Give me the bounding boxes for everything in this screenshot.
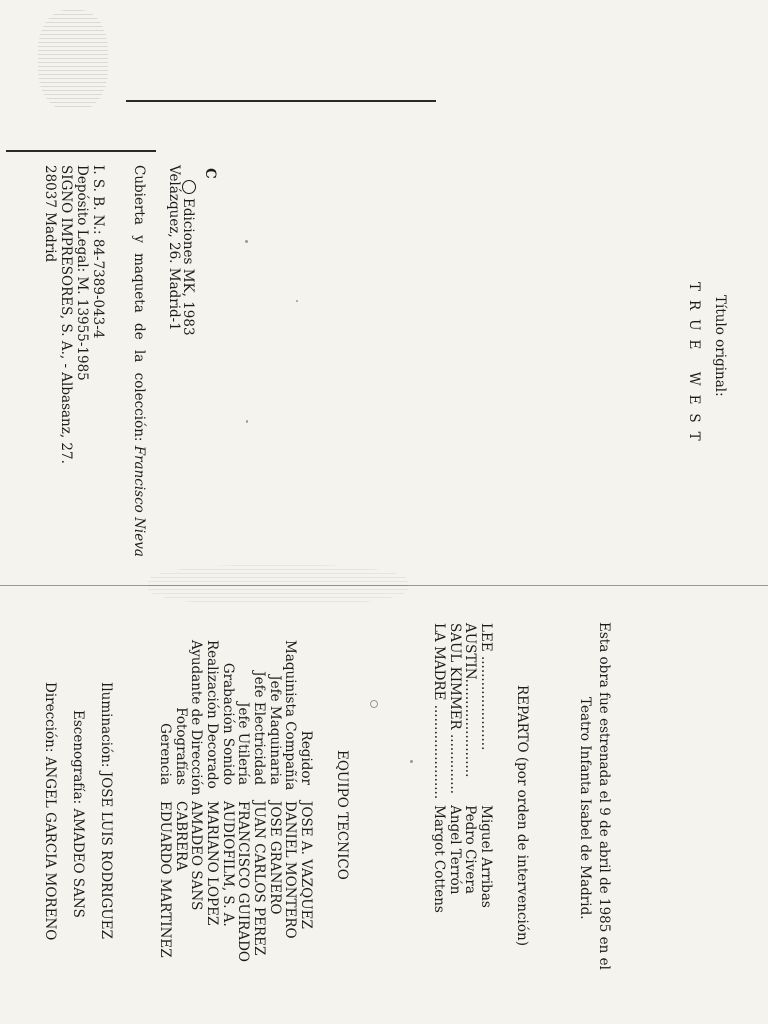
cast-role: LA MADRE ...................... xyxy=(431,623,448,800)
cover-credit-author: Francisco Nieva xyxy=(131,445,147,557)
scan-speck xyxy=(370,700,378,708)
cover-credit-prefix: Cubierta y maqueta de la colección: xyxy=(131,165,147,442)
cast-actor: Margot Cottens xyxy=(431,805,448,913)
scan-speck xyxy=(296,300,298,302)
publisher-address: Velázquez, 26. Madrid-1 xyxy=(166,165,182,331)
cast-heading: REPARTO (por orden de intervención) xyxy=(514,685,530,946)
lighting-credit: Iluminación: JOSE LUIS RODRIGUEZ xyxy=(98,682,114,940)
crew-role: Grabación Sonido xyxy=(219,662,236,785)
crew-name: DANIEL MONTERO xyxy=(282,801,299,939)
page-edge-line xyxy=(6,150,156,152)
postal-line: 28037 Madrid xyxy=(42,165,58,263)
cast-list xyxy=(430,623,493,913)
premiere-line-1: Esta obra fue estrenada el 9 de abril de 1985 en el xyxy=(596,622,612,970)
crew-heading: EQUIPO TECNICO xyxy=(334,750,350,880)
legal-deposit-line: Depósito Legal: M. 13955-1985 xyxy=(74,165,90,381)
crew-roles xyxy=(156,640,314,796)
cover-credit xyxy=(132,165,146,557)
crew-name: JOSE A. VAZQUEZ xyxy=(298,801,314,929)
crew-role: Jefe Electricidad xyxy=(251,671,268,785)
crew-names xyxy=(156,801,313,962)
direction-credit: Dirección: ANGEL GARCIA MORENO xyxy=(42,682,58,941)
scan-speck xyxy=(410,760,413,763)
cast-actor: Pedro Civera xyxy=(462,805,479,894)
cast-roles xyxy=(430,623,493,799)
crew-name: FRANCISCO GUIRADO xyxy=(235,801,252,962)
cast-role: LEE ...................... xyxy=(478,623,494,751)
crew-role: Ayudante de Dirección xyxy=(188,640,205,796)
crew-role: Jefe Maquinaria xyxy=(266,675,283,785)
printer-line: SIGNO IMPRESORES, S. A., - Albasanz, 27. xyxy=(58,165,74,464)
scan-noise xyxy=(38,10,108,110)
crew-role: Jefe Utilería xyxy=(235,702,252,785)
cast-actors xyxy=(430,805,493,913)
premiere-line-2: Teatro Infanta Isabel de Madrid. xyxy=(577,697,593,920)
original-title: TRUE WEST xyxy=(686,282,702,450)
isbn-line: I. S. B. N.: 84-7389-043-4 xyxy=(90,165,106,339)
crew-role: Gerencia xyxy=(157,723,174,785)
crew-name: AMADEO SANS xyxy=(188,801,205,911)
copyright-line xyxy=(181,180,197,336)
crew-name: MARIANO LOPEZ xyxy=(204,801,221,926)
page-fold-line xyxy=(0,585,768,586)
crew-name: JOSE GRANERO xyxy=(266,801,283,915)
crew-role: Fotografías xyxy=(172,707,189,785)
crew-list xyxy=(156,640,313,962)
crew-role: Realización Decorado xyxy=(204,640,221,789)
crew-name: AUDIOFILM, S. A. xyxy=(219,801,236,927)
scan-speck xyxy=(246,420,248,423)
cast-actor: Angel Terrón xyxy=(446,805,463,895)
cast-actor: Miguel Arribas xyxy=(478,805,494,908)
cast-role: SAUL KIMMER .............. xyxy=(446,623,463,795)
crew-name: JUAN CARLOS PEREZ xyxy=(251,801,268,956)
scan-speck xyxy=(245,240,248,243)
cast-role: AUSTIN....................... xyxy=(462,623,479,778)
copyright-text: Ediciones MK, 1983 xyxy=(180,198,196,336)
scenography-credit: Escenografía: AMADEO SANS xyxy=(70,710,86,918)
crew-role: Maquinista Compañía xyxy=(282,640,299,791)
copyright-circle-icon xyxy=(182,180,196,194)
page-edge-line xyxy=(126,100,436,102)
crew-name: CABRERA xyxy=(172,801,189,871)
copyright-symbol: C xyxy=(202,168,218,179)
crew-name: EDUARDO MARTINEZ xyxy=(157,801,174,958)
crew-role: Regidor xyxy=(298,730,314,785)
original-title-label: Título original: xyxy=(712,295,728,397)
